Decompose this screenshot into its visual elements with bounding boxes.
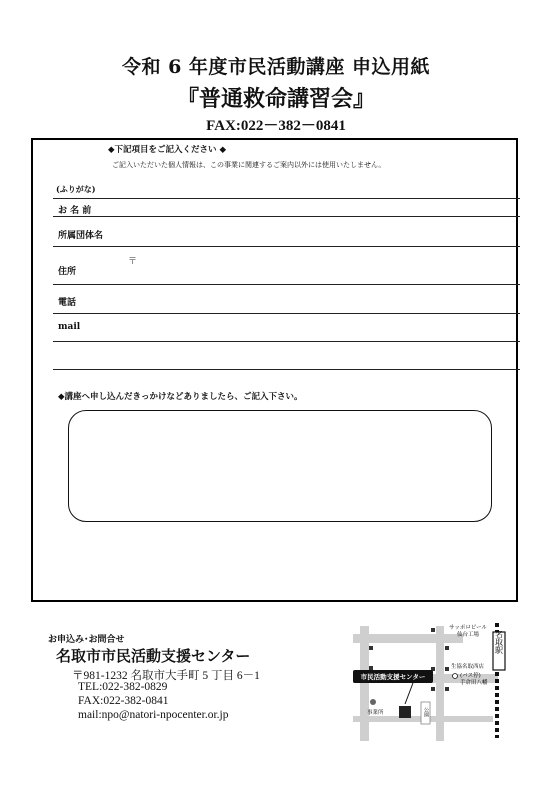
map-road-top [353, 634, 463, 643]
map-station-label: 名取駅 [494, 630, 504, 654]
map-road-left [360, 626, 369, 741]
footer-address: 〒981-1232 名取市大手町 5 丁目 6－1 [72, 670, 260, 682]
privacy-note: ご記入いただいた個人情報は、この事業に関連するご案内以外には使用いたしません。 [112, 161, 386, 169]
phone-label: 電話 [58, 298, 77, 308]
contact-label: お申込み･お問合せ [48, 635, 125, 645]
address-label: 住所 [58, 267, 77, 277]
footer-mail: mail:npo@natori-npocenter.or.jp [78, 709, 229, 721]
org-label: 所属団体名 [58, 231, 104, 241]
comment-prompt: ◆講座へ申し込んだきっかけなどありましたら、ご記入下さい。 [58, 392, 303, 402]
name-label: お 名 前 [58, 206, 92, 216]
org-line[interactable] [53, 246, 520, 247]
form-title: 令和 6 年度市民活動講座 申込用紙 [121, 56, 431, 78]
map-road-right [436, 626, 444, 741]
furigana-line [53, 198, 520, 199]
course-title: 『普通救命講習会』 [176, 86, 375, 112]
map-bus-label-2: 手倉田八幡 [460, 680, 488, 686]
map-factory-label: サッポロビール [449, 625, 488, 631]
comment-box[interactable] [68, 410, 492, 522]
location-map [343, 618, 523, 744]
footer-fax: FAX:022-382-0841 [78, 695, 169, 707]
map-bus-label: (バス停) [460, 673, 481, 679]
center-building-icon [399, 706, 411, 718]
fax-number: FAX:022－382－0841 [206, 118, 346, 134]
address-line[interactable] [53, 284, 520, 285]
form-instruction: ◆下記項目をご記入ください ◆ [108, 145, 227, 155]
mail-label: mail [58, 322, 81, 332]
map-factory-label-2: 仙台工場 [457, 632, 480, 638]
footer-tel: TEL:022-382-0829 [78, 681, 168, 693]
phone-line[interactable] [53, 313, 520, 314]
map-center-label: 市民活動支援センター [360, 673, 426, 681]
map-park-label: 公園 [423, 707, 429, 717]
application-form-box [31, 138, 518, 602]
furigana-label: (ふりがな) [56, 184, 96, 194]
mail-line[interactable] [53, 341, 520, 342]
bus-stop-icon [453, 674, 458, 679]
organization-name: 名取市市民活動支援センター [56, 647, 251, 665]
callout-pointer [405, 683, 413, 704]
postal-mark: 〒 [128, 257, 138, 267]
name-line[interactable] [53, 216, 520, 217]
map-bank-label: 生協名取西店 [451, 664, 485, 670]
extra-line[interactable] [53, 369, 520, 370]
post-office-icon [370, 699, 376, 705]
map-post-label: 事業所 [367, 710, 384, 716]
